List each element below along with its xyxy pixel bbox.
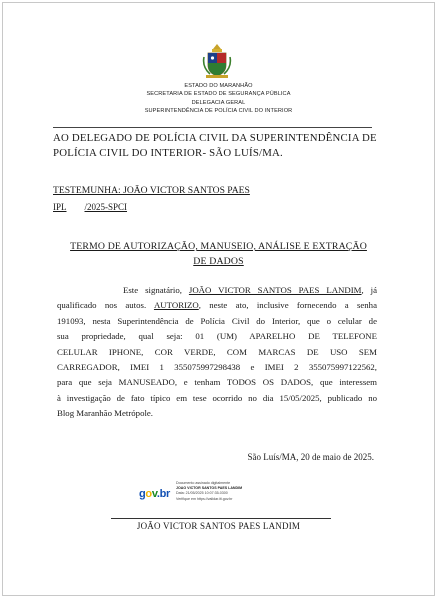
signatory-name: JOÃO VICTOR SANTOS PAES LANDIM [188, 285, 362, 295]
header-line-state: ESTADO DO MARANHÃO [184, 83, 253, 89]
witness-line: TESTEMUNHA: JOÃO VICTOR SANTOS PAES [53, 185, 250, 196]
title-line-1: TERMO DE AUTORIZAÇÃO, MANUSEIO, ANÁLISE E EXTRAÇÃO [70, 241, 367, 252]
ipl-line [53, 201, 127, 213]
digital-signature-stamp [139, 481, 309, 517]
ipl-number: /2025-SPCI [84, 202, 128, 212]
body-text-segment: , neste ato, inclusive fornecendo a senha [198, 300, 377, 311]
signature-date: Data: 21/05/2025 10:07:35-0300 [176, 491, 228, 496]
signature-verify-link[interactable]: Verifique em https://validar.iti.gov.br [176, 496, 233, 501]
body-text-segment: qualificado nos autos. [57, 300, 154, 311]
title-line-2: DE DADOS [193, 256, 244, 267]
body-line-1 [57, 283, 377, 298]
body-text-segment: , já [361, 285, 377, 295]
authorization-text [57, 283, 377, 422]
header-line-superintendency: SUPERINTENDÊNCIA DE POLÍCIA CIVIL DO INTERIOR [144, 108, 293, 115]
authorize-word: AUTORIZO [153, 300, 199, 311]
body-line-4: sua propriedade, qual seja: 01 (UM) APARELHO DE TELEFONE [57, 331, 377, 342]
maranhao-coat-of-arms-icon [202, 43, 232, 79]
place-and-date: São Luís/MA, 20 de maio de 2025. [247, 452, 374, 462]
body-line-5: CELULAR IPHONE, COR VERDE, COM MARCAS DE USO SEM [57, 346, 377, 357]
header-divider [53, 127, 372, 128]
addressee-line-2: POLÍCIA CIVIL DO INTERIOR- SÃO LUÍS/MA. [53, 147, 283, 159]
addressee [53, 131, 377, 161]
body-line-9: Blog Maranhão Metrópole. [57, 408, 154, 419]
addressee-line-1: AO DELEGADO DE POLÍCIA CIVIL DA SUPERINTENDÊNCIA DE [53, 132, 377, 144]
document-page [2, 2, 435, 596]
signature-line [111, 518, 331, 519]
signer-name: JOÃO VICTOR SANTOS PAES LANDIM [136, 521, 301, 531]
body-text-segment: Este signatário, [123, 285, 189, 295]
header-line-secretariat: SECRETARIA DE ESTADO DE SEGURANÇA PÚBLICA [146, 91, 291, 98]
signature-details [176, 481, 242, 502]
logo-letter: v [151, 488, 157, 500]
body-line-8: à investigação de fato típico em tese ocorrido no dia 15/05/2025, publicado no [57, 392, 377, 403]
institution-header [3, 82, 434, 116]
signature-caption: Documento assinado digitalmente [176, 481, 231, 485]
logo-letter: o [145, 488, 152, 500]
document-title [43, 239, 394, 269]
header-line-delegacia: DELEGACIA GERAL [191, 99, 246, 106]
signature-signer: JOAO VICTOR SANTOS PAES LANDIM [176, 486, 243, 491]
body-line-7: para que seja MANUSEADO, e tenham TODOS OS DADOS, que interessem [57, 377, 377, 388]
logo-letter: g [139, 488, 146, 500]
body-line-2 [57, 298, 377, 313]
body-line-3: 191093, nesta Superintendência de Polícia Civil do Interior, que o celular de [57, 315, 377, 326]
logo-letter: .br [156, 488, 171, 500]
ipl-label: IPL [53, 202, 67, 212]
govbr-logo [139, 488, 170, 500]
body-line-6: CARREGADOR, IMEI 1 355075997298438 e IMEI 2 355075997122562, [57, 361, 377, 372]
